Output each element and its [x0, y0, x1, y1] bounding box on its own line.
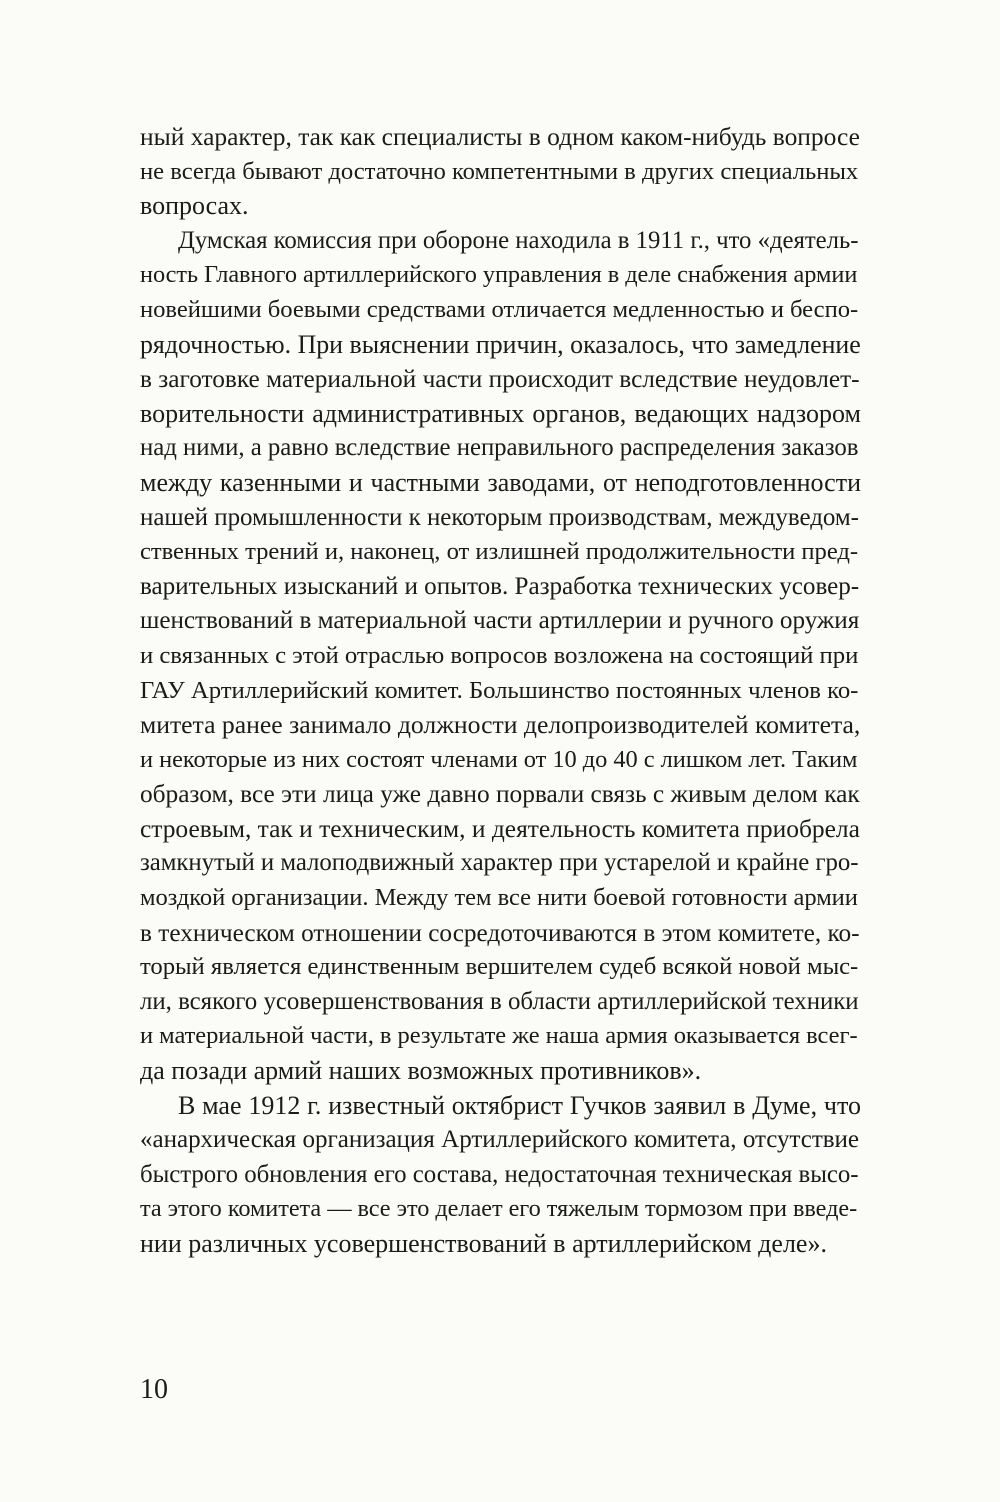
text-line: над ними, а равно вследствие неправильного распределения заказов — [140, 434, 859, 462]
text-line: ность Главного артиллерийского управления в деле снабжения армии — [140, 261, 858, 289]
paragraph-1 — [140, 120, 861, 224]
text-line: в заготовке материальной части происходит вследствие неудовлет- — [140, 365, 860, 394]
text-line: между казенными и частными заводами, от неподготовленности — [140, 467, 861, 497]
paragraph-3 — [140, 1089, 861, 1262]
text-line: и некоторые из них состоят членами от 10 до 40 с лишком лет. Таким — [140, 745, 858, 773]
body-text — [140, 120, 861, 1262]
text-line: торый является единственным вершителем судеб всякой новой мыс- — [140, 953, 859, 981]
paragraph-2 — [140, 224, 861, 1089]
text-line: та этого комитета — все это делает его тяжелым тормозом при введе- — [140, 1195, 858, 1223]
text-line: в техническом отношении сосредоточиваются в этом комитете, ко- — [140, 918, 860, 947]
text-line: ли, всякого усовершенствования в области артиллерийской техники — [140, 987, 859, 1015]
text-line: строевым, так и техническим, и деятельность комитета приобрела — [140, 813, 860, 843]
text-line: нашей промышленности к некоторым производствам, междуведом- — [140, 503, 859, 531]
text-line: вопросах. — [140, 191, 249, 221]
text-line: митета ранее занимало должности делопроизводителей комитета, — [140, 710, 861, 740]
text-line: быстрого обновления его состава, недостаточная техническая высо- — [140, 1160, 859, 1188]
text-line: рядочностью. При выяснении причин, оказалось, что замедление — [140, 329, 861, 359]
text-line: нии различных усовершенствований в артиллерийском деле». — [140, 1229, 827, 1258]
text-line: шенствований в материальной части артиллерии и ручного оружия — [140, 607, 860, 635]
text-line: ный характер, так как специалисты в одном каком-нибудь вопросе — [140, 122, 860, 151]
text-line: варительных изысканий и опытов. Разработка технических усовер- — [140, 572, 860, 600]
text-line: замкнутый и малоподвижный характер при устарелой и крайне гро- — [140, 849, 859, 877]
text-line: и материальной части, в результате же наша армия оказывается всег- — [140, 1022, 858, 1050]
page-number: 10 — [140, 1374, 168, 1405]
text-line: новейшими боевыми средствами отличается медленностью и беспо- — [140, 295, 859, 323]
text-line: и связанных с этой отраслью вопросов возложена на состоящий при — [140, 641, 859, 669]
text-line: не всегда бывают достаточно компетентными в других специальных — [140, 157, 859, 185]
text-line: В мае 1912 г. известный октябрист Гучков заявил в Думе, что — [178, 1090, 861, 1120]
text-line: да позади армий наших возможных противников». — [140, 1056, 702, 1086]
text-line: ворительности административных органов, ведающих надзором — [140, 398, 861, 428]
text-line: «анархическая организация Артиллерийского комитета, отсутствие — [140, 1126, 860, 1154]
text-line: образом, все эти лица уже давно порвали связь с живым делом как — [140, 780, 860, 809]
text-line: Думская комиссия при обороне находила в 1911 г., что «деятель- — [178, 226, 859, 254]
text-line: ГАУ Артиллерийский комитет. Большинство постоянных членов ко- — [140, 676, 859, 704]
text-line: моздкой организации. Между тем все нити боевой готовности армии — [140, 884, 858, 912]
text-line: ственных трений и, наконец, от излишней продолжительности пред- — [140, 538, 859, 566]
